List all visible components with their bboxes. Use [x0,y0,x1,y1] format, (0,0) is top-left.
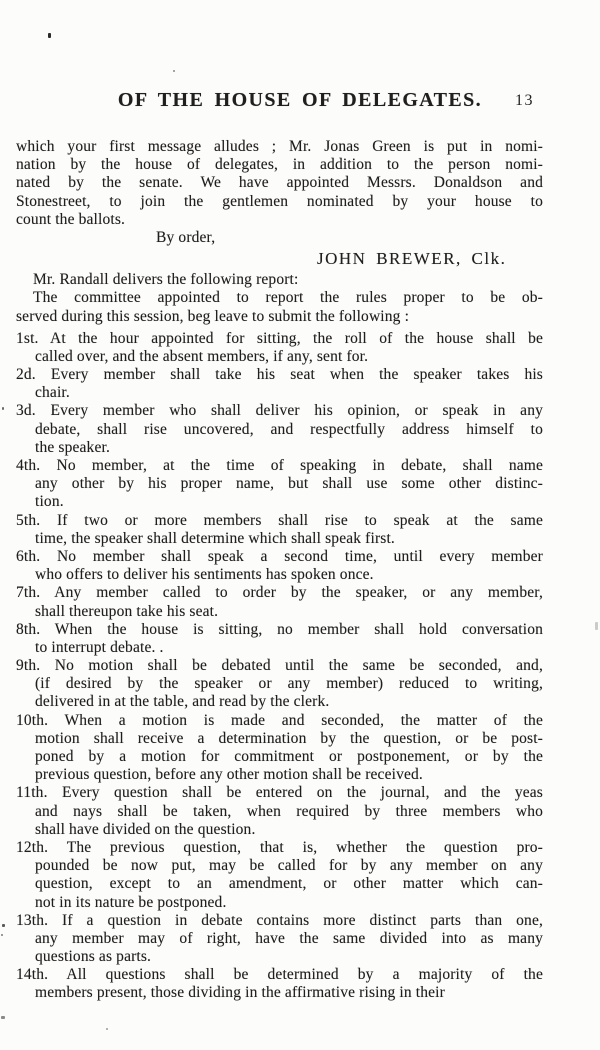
rule-number: 11th. [16,784,48,802]
intro-paragraph [16,138,543,229]
page-header [0,0,600,112]
by-order-line: By order, [156,228,216,246]
rule-item [16,548,543,584]
ink-speck [595,622,598,630]
text-line: 1st. At the hour appointed for sitting, the roll of the house shall be [16,329,543,347]
text-line: and nays shall be taken, when required by three members who [35,802,543,820]
page-number: 13 [515,92,534,109]
rule-number: 10th. [16,711,49,729]
rule-number: 6th. [16,547,41,565]
ink-speck [106,1028,108,1030]
rule-number: 9th. [16,657,41,675]
rule-number: 2d. [16,366,36,384]
text-line: poned by a motion for commitment or postponement, or by the [35,748,543,765]
rule-number: 14th. [16,966,49,984]
rule-number: 12th. [16,838,49,856]
text-line: question, except to an amendment, or other matter which can- [35,875,543,893]
rule-number: 7th. [16,584,41,602]
text-line: previous question, before any other motion shall be received. [35,766,423,784]
rule-number: 4th. [16,457,41,474]
text-line: count the ballots. [16,210,126,228]
text-line: 7th. Any member called to order by the speaker, or any member, [16,584,543,602]
text-line: 9th. No motion shall be debated until the same be seconded, and, [16,657,543,675]
text-line: any member may of right, have the same divided into as many [35,929,543,947]
text-line: 3d. Every member who shall deliver his opinion, or speak in any [16,402,543,420]
rule-item [16,457,543,512]
text-line: to interrupt debate. . [35,638,164,656]
text-line: 6th. No member shall speak a second time, until every member [16,547,543,565]
page-body [0,112,600,1003]
rule-item [16,839,543,912]
text-line: nated by the senate. We have appointed Messrs. Donaldson and [16,174,543,192]
clerk-signature: JOHN BREWER, Clk. [317,249,507,269]
rule-item [16,784,543,839]
text-line: (if desired by the speaker or any member) reduced to writing, [35,675,543,693]
text-line: 14th. All questions shall be determined by a majority of the [16,966,543,984]
rule-item [16,966,543,1002]
ink-speck [2,407,4,410]
rule-item [16,402,543,457]
rule-item [16,657,543,712]
text-line: tion. [35,493,64,511]
text-line: 5th. If two or more members shall rise to speak at the same [16,511,543,529]
rules-list [16,330,543,1003]
text-line: The committee appointed to report the rules proper to be ob- [33,289,543,307]
text-line: time, the speaker shall determine which shall speak first. [35,529,395,547]
page-title: OF THE HOUSE OF DELEGATES. [117,89,483,111]
text-line: the speaker. [35,438,110,456]
text-line: nation by the house of delegates, in addition to the person nomi- [16,156,543,174]
text-line: who offers to deliver his sentiments has spoken once. [35,566,374,584]
ink-speck [2,924,5,927]
text-line: 10th. When a motion is made and seconded, the matter of the [16,711,543,729]
text-line: which your first message alludes ; Mr. Jonas Green is put in nomi- [16,138,543,155]
text-line: shall thereupon take his seat. [35,602,219,620]
ink-speck [1,1016,5,1019]
text-line: questions as parts. [35,948,152,966]
text-line: 8th. When the house is sitting, no member shall hold conversation [16,620,543,638]
rule-item [16,330,543,366]
rule-number: 1st. [16,329,39,347]
rule-number: 8th. [16,620,41,638]
rule-item [16,366,543,402]
text-line: motion shall receive a determination by the question, or be post- [35,729,543,747]
rule-item [16,584,543,620]
rule-item [16,621,543,657]
text-line: served during this session, beg leave to submit the following : [16,307,410,325]
committee-paragraph [16,289,543,325]
ink-speck [1,934,3,936]
text-line: any other by his proper name, but shall use some other distinc- [35,475,543,493]
rule-item [16,712,543,785]
text-line: 2d. Every member shall take his seat when the speaker takes his [16,366,543,384]
rule-item [16,512,543,548]
text-line: 13th. If a question in debate contains more distinct parts than one, [16,911,543,929]
text-line: delivered in at the table, and read by the clerk. [35,693,330,711]
text-line: members present, those dividing in the affirmative rising in their [35,984,445,1002]
text-line: 4th. No member, at the time of speaking in debate, shall name [16,457,543,474]
rule-number: 13th. [16,911,49,929]
text-line: not in its nature be postponed. [35,893,227,911]
text-line: chair. [35,384,70,402]
text-line: 12th. The previous question, that is, whether the question pro- [16,838,543,856]
text-line: pounded be now put, may be called for by any member on any [35,857,543,875]
text-line: debate, shall rise uncovered, and respectfully address himself to [35,420,543,438]
rule-item [16,912,543,967]
rule-number: 3d. [16,402,36,420]
text-line: 11th. Every question shall be entered on the journal, and the yeas [16,784,543,802]
text-line: Stonestreet, to join the gentlemen nominated by your house to [16,192,543,210]
report-line: Mr. Randall delivers the following report: [33,271,299,289]
rule-number: 5th. [16,511,41,529]
text-line: shall have divided on the question. [35,820,256,838]
text-line: called over, and the absent members, if any, sent for. [35,347,369,365]
